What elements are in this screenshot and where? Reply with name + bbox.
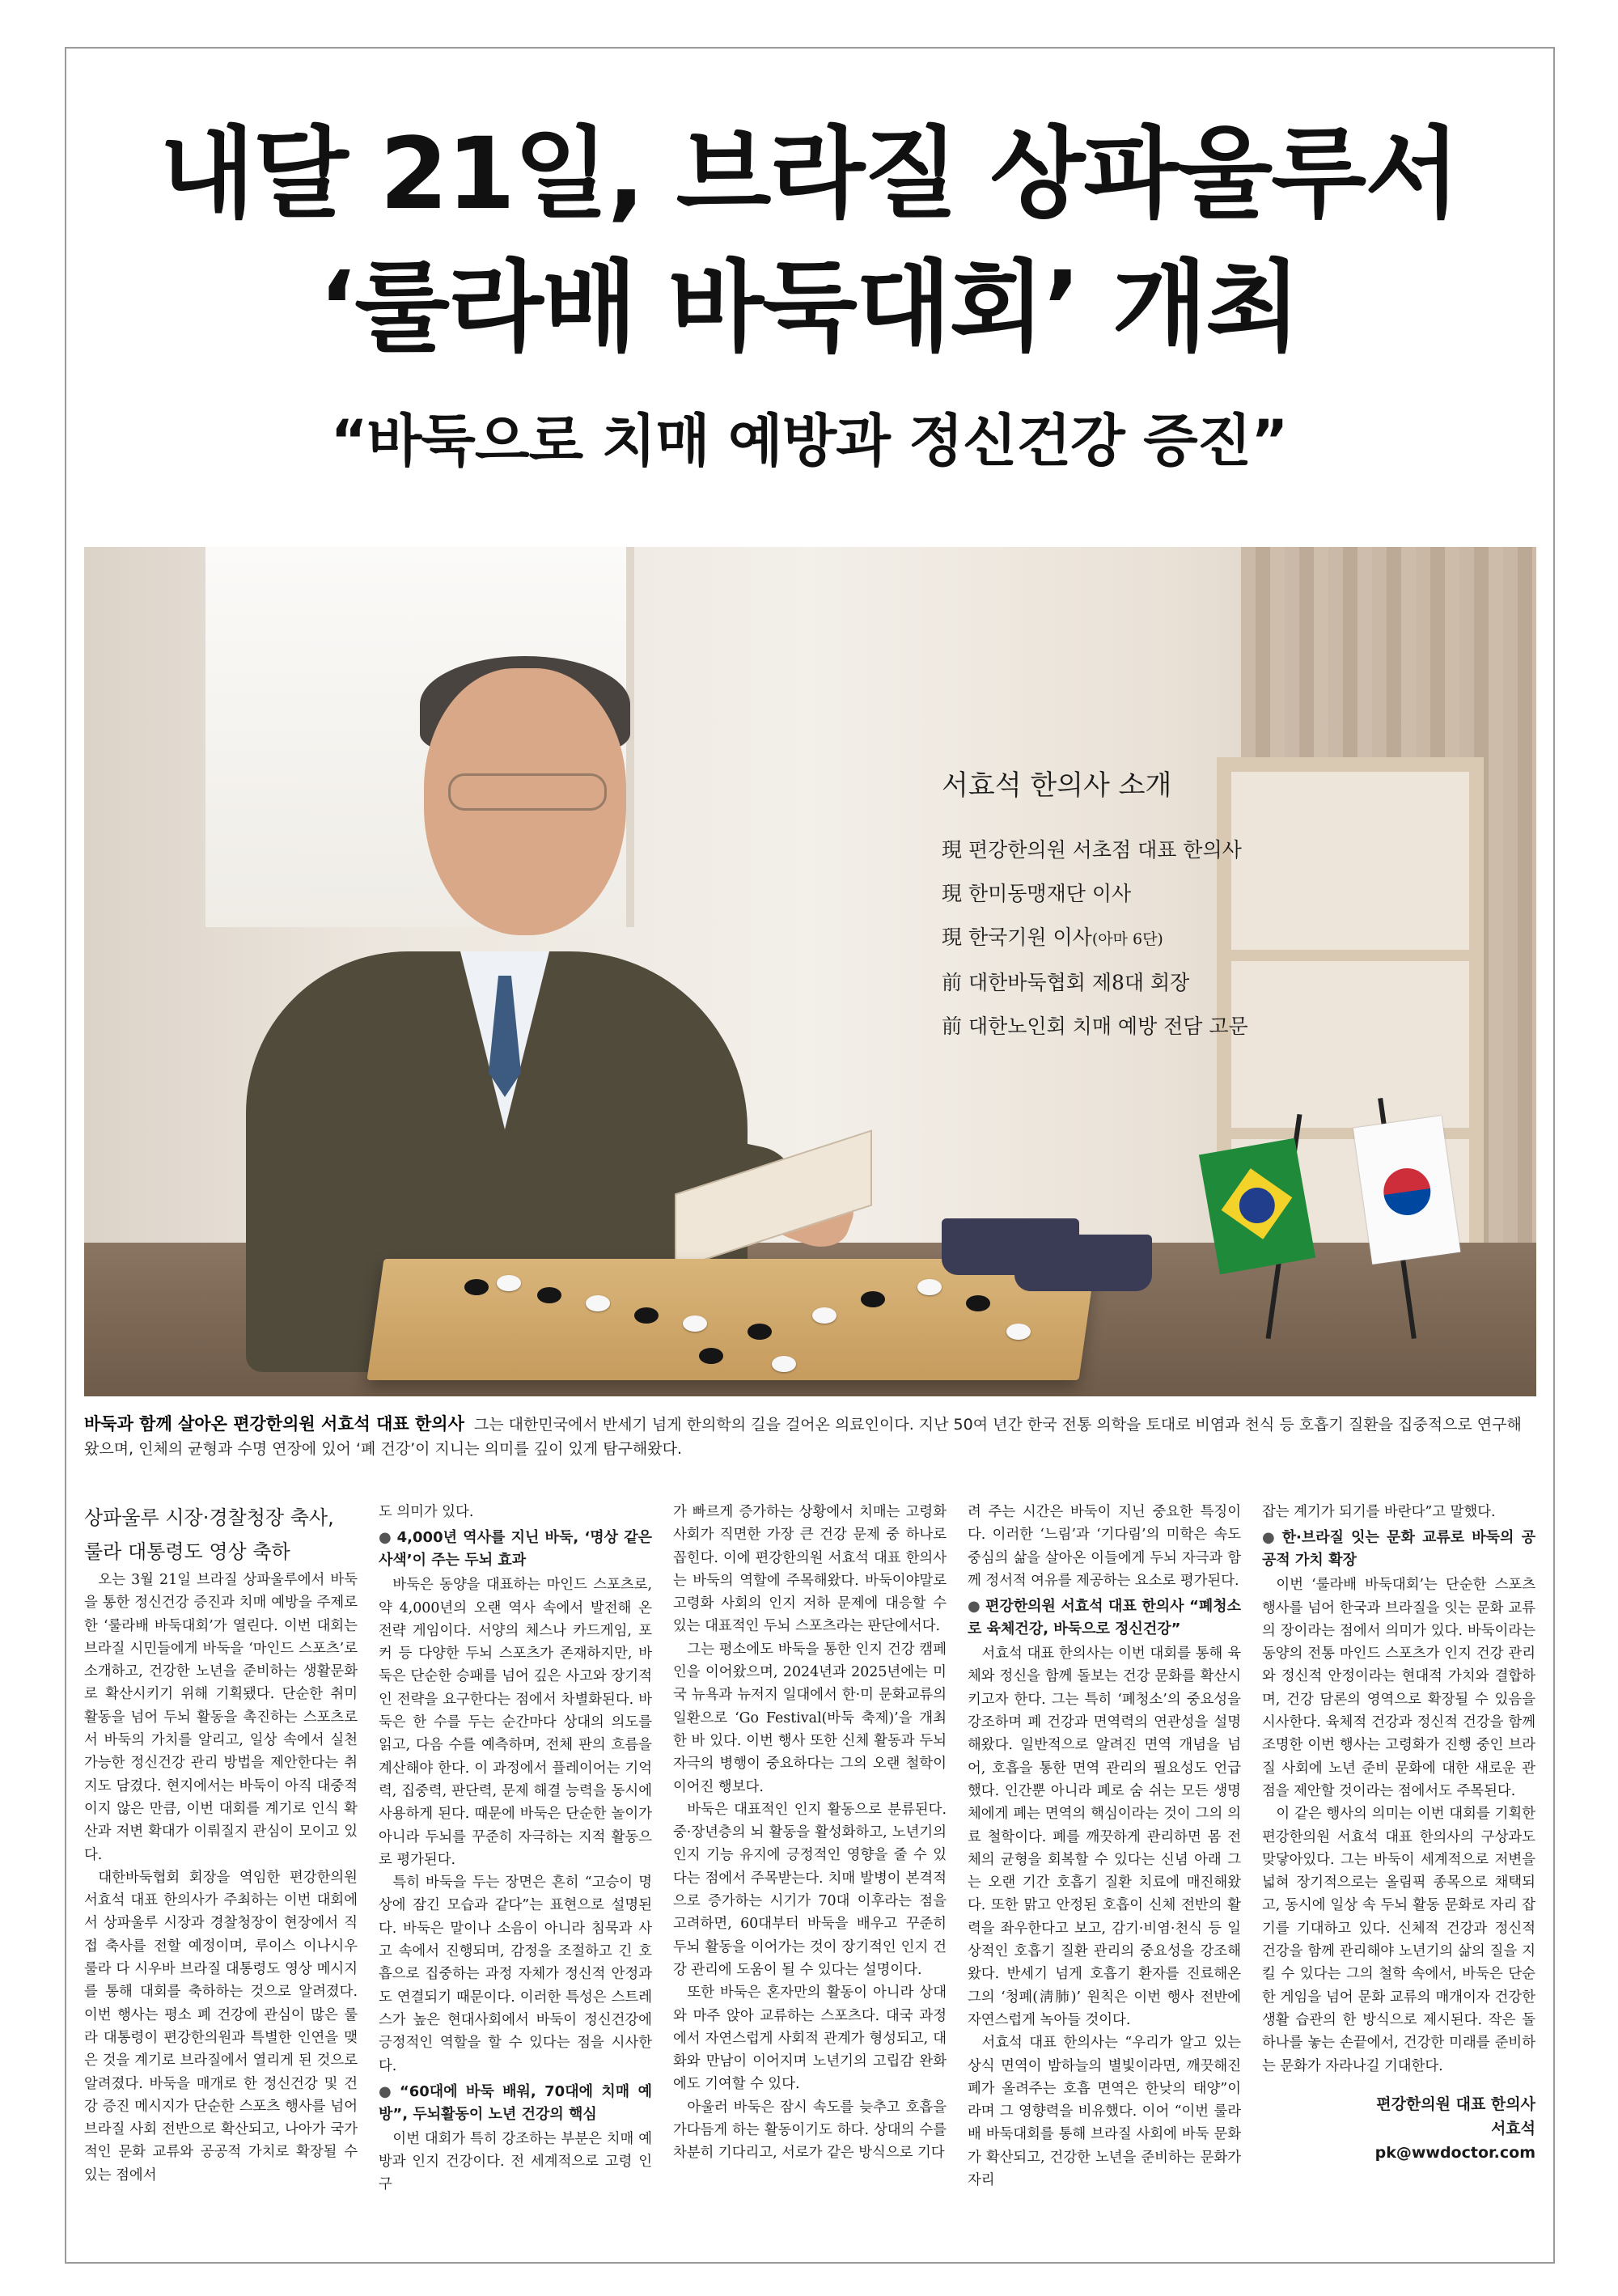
- byline-title: 편강한의원 대표 한의사: [1376, 2095, 1535, 2113]
- paragraph: 특히 바둑을 두는 장면은 흔히 “고승이 명상에 잠긴 모습과 같다”는 표현으로 설명된다. 바둑은 말이나 소음이 아니라 침묵과 사고 속에서 진행되며, 감정을 조절하고 긴 호흡으로 집중하는 과정 자체가 정신적 안정과도 연결되기 때문이다. 이러한 특성은 스트레스가 높은 현대사회에서 바둑이 정신건강에 긍정적인 역할을 할 수 있다는 점을 시사한다.: [379, 1875, 652, 2074]
- article-column-3: [673, 1501, 947, 2165]
- profile-item: 現 한국기원 이사(아마 6단): [942, 926, 1163, 949]
- article-column-1: [84, 1501, 358, 2187]
- section-heading: ● 4,000년 역사를 지닌 바둑, ‘명상 같은 사색’이 주는 두뇌 효과: [379, 1529, 652, 1569]
- headline-subtitle: “바둑으로 치매 예방과 정신건강 증진”: [330, 408, 1288, 474]
- paragraph: 또한 바둑은 혼자만의 활동이 아니라 상대와 마주 앉아 교류하는 스포츠다. 대국 과정에서 자연스럽게 사회적 관계가 형성되고, 대화와 만남이 이어지며 노년기의 고립감 완화에도 기여할 수 있다.: [673, 1985, 947, 2093]
- caption-text: 그는 대한민국에서 반세기 넘게 한의학의 길을 걸어온 의료인이다. 지난 50여 년간 한국 전통 의학을 토대로 비염과 천식 등 호흡기 질환을 집중적으로 연구해왔으며, 인체의 균형과 수명 연장에 있어 ‘폐 건강’이 지니는 의미를 깊이 있게 탐구해왔다.: [84, 1416, 1522, 1458]
- paragraph: 이번 대회가 특히 강조하는 부분은 치매 예방과 인지 건강이다. 전 세계적으로 고령 인구: [379, 2130, 652, 2193]
- paragraph: 대한바둑협회 회장을 역임한 편강한의원 서효석 대표 한의사가 주최하는 이번 대회에서 상파울루 시장과 경찰청장이 현장에서 직접 축사를 전할 예정이며, 루이스 이나시우 룰라 다 시우바 브라질 대통령도 영상 메시지를 통해 대회를 축하하는 것으로 알려졌다. 이번 행사는 평소 폐 건강에 관심이 많은 룰라 대통령이 편강한의원과 특별한 인연을 맺은 것을 계기로 브라질에서 열리게 된 것으로 알려졌다. 바둑을 매개로 한 정신건강 및 건강 증진 메시지가 단순한 스포츠 행사를 넘어 브라질 사회 전반으로 확산되고, 나아가 국가적인 문화 교류와 공공적 가치로 확장될 수 있는 점에서: [84, 1869, 358, 2184]
- paragraph: 바둑은 동양을 대표하는 마인드 스포츠로, 약 4,000년의 오랜 역사 속에서 발전해 온 전략 게임이다. 서양의 체스나 카드게임, 포커 등 다양한 두뇌 스포츠가 존재하지만, 바둑은 단순한 승패를 넘어 깊은 사고와 장기적인 전략을 요구한다는 점에서 차별화된다. 바둑은 한 수를 두는 순간마다 상대의 의도를 읽고, 다음 수를 예측하며, 전체 판의 흐름을 계산해야 한다. 이 과정에서 플레이어는 기억력, 집중력, 판단력, 문제 해결 능력을 동시에 사용하게 된다. 때문에 바둑은 단순한 놀이가 아니라 두뇌를 꾸준히 자극하는 지적 활동으로 평가된다.: [379, 1577, 652, 1868]
- paragraph: 이 같은 행사의 의미는 이번 대회를 기획한 편강한의원 서효석 대표 한의사의 구상과도 맞닿아있다. 그는 바둑이 세계적으로 저변을 넓혀 장기적으로는 올림픽 종목으로 채택되고, 동시에 일상 속 두뇌 활동 문화로 자리 잡기를 기대하고 있다. 신체적 건강과 정신적 건강을 함께 관리해야 노년기의 삶의 질을 지킬 수 있다는 그의 철학 속에서, 바둑은 단순한 게임을 넘어 문화 교류의 매개이자 건강한 생활 습관의 한 방식으로 제시된다. 작은 돌 하나를 놓는 손끝에서, 건강한 미래를 준비하는 문화가 자라나길 기대한다.: [1262, 1806, 1535, 2074]
- caption-bold: 바둑과 함께 살아온 편강한의원 서효석 대표 한의사: [84, 1414, 464, 1434]
- profile-title: 서효석 한의사 소개: [942, 769, 1172, 802]
- section-heading: ● “60대에 바둑 배워, 70대에 치매 예방”, 두뇌활동이 노년 건강의 핵심: [379, 2082, 652, 2123]
- section-heading: ● 한·브라질 잇는 문화 교류로 바둑의 공공적 가치 확장: [1262, 1529, 1535, 1569]
- brazil-flag-icon: [1199, 1138, 1315, 1275]
- paragraph: 가 빠르게 증가하는 상황에서 치매는 고령화 사회가 직면한 가장 큰 건강 문제 중 하나로 꼽힌다. 이에 편강한의원 서효석 대표 한의사는 바둑의 역할에 주목해왔다. 바둑이야말로 고령화 사회의 인지 저하 문제에 대응할 수 있는 대표적인 두뇌 스포츠라는 판단에서다.: [673, 1504, 947, 1635]
- paragraph: 서효석 대표 한의사는 이번 대회를 통해 육체와 정신을 함께 돌보는 건강 문화를 확산시키고자 한다. 그는 특히 ‘폐청소’의 중요성을 강조하며 폐 건강과 면역력의 연관성을 설명해왔다. 일반적으로 알려진 면역 개념을 넘어, 호흡을 통한 면역 관리의 필요성도 언급했다. 인간뿐 아니라 폐로 숨 쉬는 모든 생명체에게 폐는 면역의 핵심이라는 것이 그의 의료 철학이다. 폐를 깨끗하게 관리하면 몸 전체의 균형을 회복할 수 있다는 신념 아래 그는 오랜 기간 호흡기 질환 치료에 매진해왔다. 또한 맑고 안정된 호흡이 신체 전반의 활력을 좌우한다고 보고, 감기·비염·천식 등 일상적인 호흡기 질환 관리의 중요성을 강조해왔다. 반세기 넘게 호흡기 환자를 진료해온 그의 ‘청폐(淸肺)’ 원칙은 이번 행사 전반에 자연스럽게 녹아들 것이다.: [968, 1646, 1241, 2028]
- paragraph: 아울러 바둑은 잠시 속도를 늦추고 호흡을 가다듬게 하는 활동이기도 하다. 상대의 수를 차분히 기다리고, 서로가 같은 방식으로 기다: [673, 2099, 947, 2162]
- byline-email: pk@wwdoctor.com: [1374, 2143, 1535, 2162]
- headline-line2: ‘룰라배 바둑대회’ 개최: [318, 250, 1300, 365]
- paragraph: 오는 3월 21일 브라질 상파울루에서 바둑을 통한 정신건강 증진과 치매 예방을 주제로 한 ‘룰라배 바둑대회’가 열린다. 이번 대회는 브라질 시민들에게 바둑을 ‘마인드 스포츠’로 소개하고, 건강한 노년을 준비하는 생활문화로 확산시키기 위해 기획됐다. 단순한 취미 활동을 넘어 두뇌 활동을 촉진하는 스포츠로서 바둑의 가치를 알리고, 일상 속에서 실천 가능한 정신건강 관리 방법을 제안한다는 취지도 담겼다. 현지에서는 바둑이 아직 대중적이지 않은 만큼, 이번 대회를 계기로 인식 확산과 저변 확대가 이뤄질지 관심이 모이고 있다.: [84, 1572, 358, 1863]
- paragraph: 바둑은 대표적인 인지 활동으로 분류된다. 중·장년층의 뇌 활동을 활성화하고, 노년기의 인지 기능 유지에 긍정적인 영향을 줄 수 있다는 점에서 주목받는다. 치매 발병이 본격적으로 증가하는 시기가 70대 이후라는 점을 고려하면, 60대부터 바둑을 배우고 꾸준히 두뇌 활동을 이어가는 것이 장기적인 인지 건강 관리에 도움이 될 수 있다는 설명이다.: [673, 1801, 947, 1978]
- article-column-5: [1262, 1501, 1535, 2165]
- profile-item: 現 한미동맹재단 이사: [942, 882, 1132, 905]
- paragraph: 그는 평소에도 바둑을 통한 인지 건강 캠페인을 이어왔으며, 2024년과 2025년에는 미국 뉴욕과 뉴저지 일대에서 한·미 문화교류의 일환으로 ‘Go Festival(바둑 축제)’을 개최한 바 있다. 이번 행사 또한 신체 활동과 두뇌 자극의 병행이 중요하다는 그의 오랜 철학이 이어진 행보다.: [673, 1641, 947, 1795]
- article-column-2: [379, 1501, 652, 2196]
- article-lead: 상파울루 시장·경찰청장 축사, 룰라 대통령도 영상 축하: [84, 1506, 334, 1563]
- byline-name: 서효석: [1490, 2119, 1535, 2137]
- stone-bowl: [1014, 1235, 1152, 1291]
- go-board: [366, 1259, 1095, 1380]
- paragraph: 이번 ‘룰라배 바둑대회’는 단순한 스포츠 행사를 넘어 한국과 브라질을 잇는 문화 교류의 장이라는 점에서 의미가 있다. 바둑이라는 동양의 전통 마인드 스포츠가 인지 건강 관리와 정신적 안정이라는 현대적 가치와 결합하며, 건강 담론의 영역으로 확장될 수 있음을 시사한다. 육체적 건강과 정신적 건강을 함께 조명한 이번 행사는 고령화가 진행 중인 브라질 사회에 노년 준비 문화에 대한 새로운 관점을 제안할 것이라는 점에서도 주목된다.: [1262, 1577, 1535, 1799]
- article-column-4: [968, 1501, 1241, 2192]
- byline: [1262, 2092, 1535, 2165]
- headline-line1: 내달 21일, 브라질 상파울루서: [159, 116, 1459, 231]
- section-heading: ● 편강한의원 서효석 대표 한의사 “폐청소로 육체건강, 바둑으로 정신건강”: [968, 1598, 1241, 1638]
- profile-item: 前 대한노인회 치매 예방 전담 고문: [942, 1015, 1248, 1038]
- paragraph: 서효석 대표 한의사는 “우리가 알고 있는 상식 면역이 밤하늘의 별빛이라면, 깨끗해진 폐가 올려주는 호흡 면역은 한낮의 태양”이라며 그 영향력을 비유했다. 이어 “이번 룰라배 바둑대회를 통해 브라질 사회에 바둑 문화가 확산되고, 건강한 노년을 준비하는 문화가 자리: [968, 2035, 1241, 2189]
- profile-item: 前 대한바둑협회 제8대 회장: [942, 971, 1190, 994]
- main-photo: [84, 547, 1536, 1396]
- korea-flag-icon: [1353, 1116, 1461, 1264]
- paragraph: 려 주는 시간은 바둑이 지닌 중요한 특징이다. 이러한 ‘느림’과 ‘기다림’의 미학은 속도 중심의 삶을 살아온 이들에게 두뇌 자극과 함께 정서적 여유를 제공하는 요소로 평가된다.: [968, 1504, 1241, 1589]
- profile-box: [942, 765, 1248, 1048]
- paragraph: 도 의미가 있다.: [379, 1504, 474, 1520]
- profile-item: 現 편강한의원 서초점 대표 한의사: [942, 838, 1242, 862]
- paragraph: 잡는 계기가 되기를 바란다”고 말했다.: [1262, 1504, 1496, 1520]
- photo-caption: [84, 1412, 1536, 1461]
- article-body: [84, 1501, 1536, 2229]
